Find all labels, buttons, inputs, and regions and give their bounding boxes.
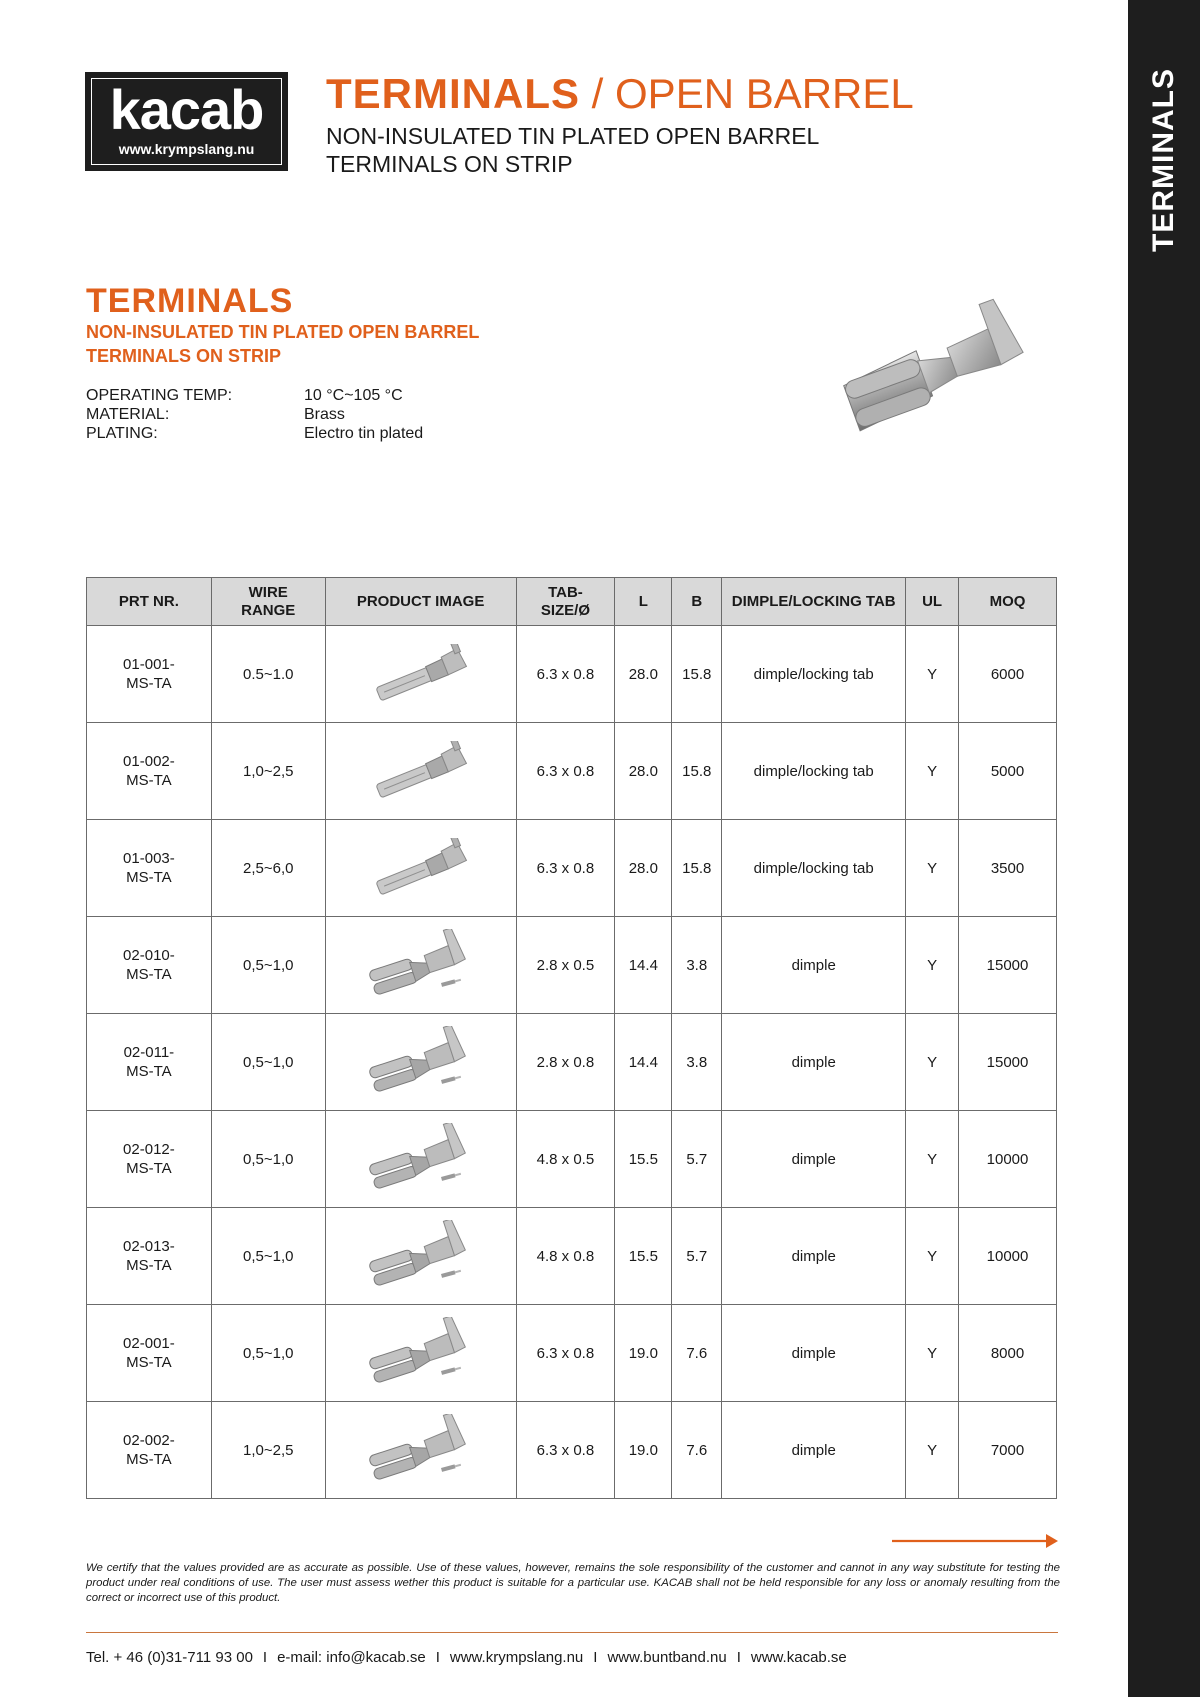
cell-moq: 15000 [959,917,1057,1014]
part-number-line-1: 01-002- [123,753,175,770]
header-dimple-label: DIMPLE/LOCKING TAB [731,592,896,610]
cell-ul: Y [906,917,959,1014]
cell-l: 19.0 [615,1402,672,1499]
disclaimer-text: We certify that the values provided are as accurate as possible. Use of these values, however, remains the sole responsibility of the customer and cannot in any way substitute for testing the product under real conditions of use. The user must assess wether this product is suitable for a particular use. KACAB shall not be held responsible for any loss or anomaly resulting from the correct or incorrect use of this product. [86,1562,1060,1604]
cell-ul: Y [906,1208,959,1305]
cell-part-number [87,917,212,1014]
page-subtitle-line-2: TERMINALS ON STRIP [326,151,573,177]
cell-moq: 6000 [959,626,1057,723]
cell-part-number [87,723,212,820]
cell-product-image [325,917,516,1014]
spec-row [86,386,423,405]
table-row [87,820,1057,917]
cell-tab-size: 6.3 x 0.8 [516,626,615,723]
cell-ul: Y [906,626,959,723]
spec-row [86,405,423,424]
part-number-line-1: 02-013- [123,1238,175,1255]
cell-product-image [325,723,516,820]
cell-b: 7.6 [672,1305,722,1402]
logo-wordmark: kacab [109,78,264,141]
male-blade-terminal-icon [366,644,476,704]
cell-product-image [325,1014,516,1111]
part-number-line-2: MS-TA [126,1257,172,1274]
cell-moq: 8000 [959,1305,1057,1402]
cell-l: 15.5 [615,1111,672,1208]
spec-key: OPERATING TEMP: [86,387,233,404]
cell-product-image [325,820,516,917]
male-blade-terminal-icon [366,741,476,801]
part-number-line-1: 02-001- [123,1335,175,1352]
footer-separator: I [593,1649,598,1666]
spec-value: Brass [304,406,345,423]
header-tab-line-2: SIZE/Ø [540,601,591,619]
cell-tab-size: 4.8 x 0.8 [516,1208,615,1305]
female-receptacle-terminal-icon [361,1414,481,1486]
header-tab-size [516,578,615,626]
product-table [86,577,1057,1499]
side-tab-label: TERMINALS [1147,68,1180,252]
footer-link-buntband[interactable]: www.buntband.nu [607,1649,727,1666]
cell-b: 7.6 [672,1402,722,1499]
side-band [1128,0,1200,1697]
female-receptacle-terminal-icon [361,1220,481,1292]
cell-ul: Y [906,1402,959,1499]
cell-b: 5.7 [672,1208,722,1305]
cell-wire-range: 1,0~2,5 [211,723,325,820]
cell-b: 15.8 [672,820,722,917]
cell-product-image [325,1402,516,1499]
header-wire-range [211,578,325,626]
footer-link-krympslang[interactable]: www.krympslang.nu [449,1649,584,1666]
cell-tab-size: 2.8 x 0.5 [516,917,615,1014]
header-l-label: L [638,592,648,610]
cell-dimple: dimple/locking tab [722,820,906,917]
table-row [87,1208,1057,1305]
logo-frame [91,78,282,165]
cell-wire-range: 0,5~1,0 [211,917,325,1014]
cell-wire-range: 0,5~1,0 [211,1305,325,1402]
spec-value: Electro tin plated [304,425,424,442]
cell-b: 5.7 [672,1111,722,1208]
cell-product-image [325,1305,516,1402]
cell-ul: Y [906,1305,959,1402]
table-row [87,1402,1057,1499]
table-row [87,1111,1057,1208]
page-title-rest: / OPEN BARREL [580,70,914,117]
cell-ul: Y [906,820,959,917]
cell-part-number [87,626,212,723]
header-moq-label: MOQ [989,592,1026,610]
cell-part-number [87,1208,212,1305]
cell-b: 15.8 [672,723,722,820]
cell-wire-range: 1,0~2,5 [211,1402,325,1499]
cell-part-number [87,1305,212,1402]
part-number-line-2: MS-TA [126,1451,172,1468]
cell-dimple: dimple/locking tab [722,723,906,820]
section-title: TERMINALS [86,282,294,320]
cell-ul: Y [906,1111,959,1208]
section-subtitle [86,320,479,368]
header-part-label: PRT NR. [118,592,179,610]
female-receptacle-terminal-icon [361,1026,481,1098]
cell-dimple: dimple/locking tab [722,626,906,723]
cell-l: 14.4 [615,1014,672,1111]
section-subtitle-line-2: TERMINALS ON STRIP [86,346,282,366]
section-subtitle-line-1: NON-INSULATED TIN PLATED OPEN BARREL [86,322,480,342]
cell-moq: 5000 [959,723,1057,820]
cell-tab-size: 6.3 x 0.8 [516,723,615,820]
part-number-line-1: 02-002- [123,1432,175,1449]
part-number-line-2: MS-TA [126,1354,172,1371]
cell-wire-range: 0,5~1,0 [211,1208,325,1305]
logo-url: www.krympslang.nu [118,141,255,157]
part-number-line-1: 02-012- [123,1141,175,1158]
part-number-line-1: 02-010- [123,947,175,964]
kacab-logo [85,72,288,171]
cell-tab-size: 6.3 x 0.8 [516,820,615,917]
cell-ul: Y [906,723,959,820]
page-title-bold: TERMINALS [326,70,580,117]
spec-list [86,386,423,443]
table-row [87,626,1057,723]
female-receptacle-terminal-icon [361,1317,481,1389]
spec-key: PLATING: [86,425,158,442]
cell-dimple: dimple [722,1014,906,1111]
header-part-number [87,578,212,626]
table-row [87,917,1057,1014]
header-product-image [325,578,516,626]
part-number-line-2: MS-TA [126,772,172,789]
part-number-line-2: MS-TA [126,675,172,692]
header-l [615,578,672,626]
cell-l: 19.0 [615,1305,672,1402]
header-wire-line-1: WIRE [248,583,288,601]
cell-part-number [87,1014,212,1111]
cell-dimple: dimple [722,1402,906,1499]
page-subtitle-line-1: NON-INSULATED TIN PLATED OPEN BARREL [326,123,820,149]
header-ul [906,578,959,626]
cell-l: 28.0 [615,820,672,917]
cell-part-number [87,1111,212,1208]
cell-tab-size: 6.3 x 0.8 [516,1402,615,1499]
page-title [326,70,914,118]
cell-tab-size: 4.8 x 0.5 [516,1111,615,1208]
footer-separator: I [262,1649,268,1666]
cell-b: 3.8 [672,917,722,1014]
footer-phone: Tel. + 46 (0)31-711 93 00 [86,1649,253,1666]
header-wire-line-2: RANGE [241,601,296,619]
spec-row [86,424,423,443]
part-number-line-2: MS-TA [126,966,172,983]
table-row [87,1014,1057,1111]
header-tab-line-1: TAB- [548,583,583,601]
next-page-arrow-icon [892,1534,1058,1548]
footer-contact [86,1649,847,1666]
table-header-row [87,578,1057,626]
part-number-line-1: 01-003- [123,850,175,867]
header-image-label: PRODUCT IMAGE [356,592,485,610]
part-number-line-2: MS-TA [126,869,172,886]
part-number-line-2: MS-TA [126,1063,172,1080]
spec-key: MATERIAL: [86,406,170,423]
cell-moq: 7000 [959,1402,1057,1499]
footer-divider [86,1632,1058,1633]
hero-terminal-image [812,286,1042,446]
header-b-label: B [691,592,703,610]
cell-ul: Y [906,1014,959,1111]
cell-part-number [87,820,212,917]
spec-value: 10 °C~105 °C [304,387,403,404]
cell-l: 15.5 [615,1208,672,1305]
table-row [87,1305,1057,1402]
cell-l: 28.0 [615,723,672,820]
female-receptacle-terminal-icon [361,929,481,1001]
cell-dimple: dimple [722,1208,906,1305]
cell-moq: 15000 [959,1014,1057,1111]
cell-part-number [87,1402,212,1499]
cell-moq: 3500 [959,820,1057,917]
cell-tab-size: 2.8 x 0.8 [516,1014,615,1111]
part-number-line-2: MS-TA [126,1160,172,1177]
cell-l: 14.4 [615,917,672,1014]
cell-wire-range: 0.5~1.0 [211,626,325,723]
footer-separator: I [736,1649,741,1666]
cell-b: 3.8 [672,1014,722,1111]
part-number-line-1: 02-011- [123,1044,175,1061]
footer-separator: I [435,1649,440,1666]
cell-dimple: dimple [722,917,906,1014]
footer-email[interactable]: e-mail: info@kacab.se [277,1649,426,1666]
female-receptacle-terminal-icon [361,1123,481,1195]
page-subtitle [326,122,819,178]
cell-moq: 10000 [959,1208,1057,1305]
header-ul-label: UL [922,592,943,610]
footer-link-kacab[interactable]: www.kacab.se [750,1649,847,1666]
cell-b: 15.8 [672,626,722,723]
cell-wire-range: 2,5~6,0 [211,820,325,917]
cell-wire-range: 0,5~1,0 [211,1014,325,1111]
part-number-line-1: 01-001- [123,656,175,673]
table-row [87,723,1057,820]
male-blade-terminal-icon [366,838,476,898]
cell-dimple: dimple [722,1305,906,1402]
header-moq [959,578,1057,626]
cell-product-image [325,1111,516,1208]
cell-l: 28.0 [615,626,672,723]
cell-product-image [325,1208,516,1305]
cell-dimple: dimple [722,1111,906,1208]
header-b [672,578,722,626]
cell-moq: 10000 [959,1111,1057,1208]
cell-product-image [325,626,516,723]
header-dimple [722,578,906,626]
cell-tab-size: 6.3 x 0.8 [516,1305,615,1402]
cell-wire-range: 0,5~1,0 [211,1111,325,1208]
